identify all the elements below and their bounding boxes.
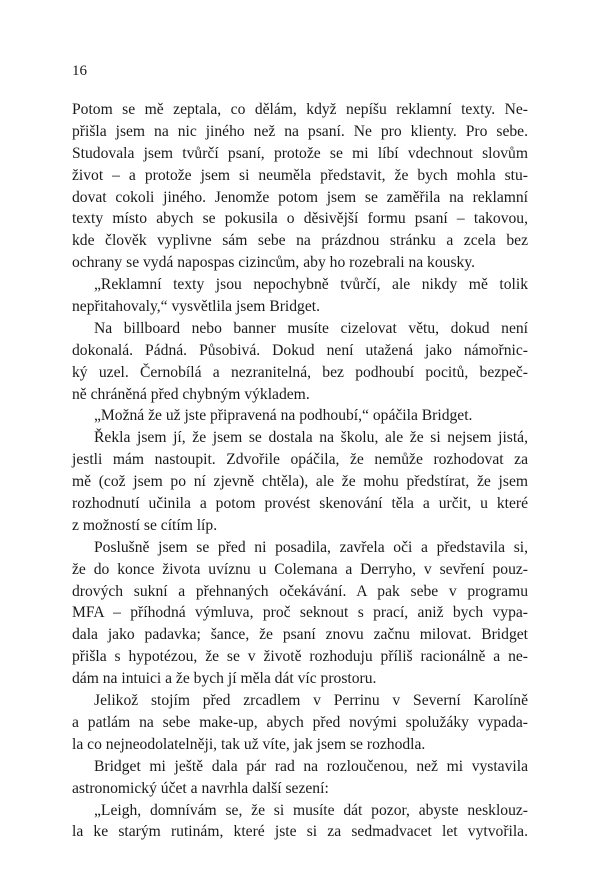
text-line: ně chráněná před chybným výkladem. <box>72 385 310 403</box>
page-number: 16 <box>72 63 87 79</box>
text-line: nepřitahovaly,“ vysvětlila jsem Bridget. <box>72 298 320 316</box>
text-line: dám na intuici a že bych jí měla dát víc prostoru. <box>72 670 377 688</box>
text-line: Na billboard nebo banner musíte cizelovat větu, dokud není <box>94 319 528 337</box>
body-text <box>72 99 528 843</box>
text-line: drových sukní a přehnaných očekávání. A pak sebe v programu <box>72 582 528 600</box>
text-line: ochrany se vydá napospas cizincům, aby ho rozebrali na kousky. <box>72 254 476 272</box>
text-line: z možností se cítím líp. <box>72 516 218 534</box>
text-line: „Možná že už jste připravená na podhoubí,“ opáčila Bridget. <box>94 407 473 425</box>
text-line: dala jako padavka; šance, že psaní znovu začnu milovat. Bridget <box>72 626 528 644</box>
text-line: Studovala jsem tvůrčí psaní, protože se mi líbí vdechnout slovům <box>72 144 528 162</box>
text-line: přišla jsem na nic jiného než na psaní. Ne pro klienty. Pro sebe. <box>72 122 528 140</box>
text-line: MFA – příhodná výmluva, proč seknout s prací, aniž bych vypa- <box>72 604 528 622</box>
text-line: ký uzel. Černobílá a nezranitelná, bez podhoubí pocitů, bezpeč- <box>72 363 528 381</box>
text-line: texty místo abych se pokusila o děsivější formu psaní – takovou, <box>72 210 528 228</box>
text-line: la co nejneodolatelněji, tak už víte, jak jsem se rozhodla. <box>72 735 426 753</box>
text-line: život – a protože jsem si neuměla představit, že bych mohla stu- <box>72 166 528 184</box>
text-line: Poslušně jsem se před ni posadila, zavřela oči a představila si, <box>94 538 528 556</box>
text-line: Potom se mě zeptala, co dělám, když nepíšu reklamní texty. Ne- <box>72 101 528 118</box>
text-line: la ke starým rutinám, které jste si za sedmadvacet let vytvořila. <box>72 823 528 841</box>
text-line: dovat cokoli jiného. Jenomže potom jsem se zaměřila na reklamní <box>72 188 528 206</box>
text-line: jestli mám nastoupit. Zdvořile opáčila, že nemůže rozhodovat za <box>72 451 528 469</box>
text-line: Jelikož stojím před zrcadlem v Perrinu v Severní Karolíně <box>94 692 528 710</box>
text-line: přišla s hypotézou, že se v životě rozhoduju příliš racionálně a ne- <box>72 648 528 666</box>
text-line: že do konce života uvíznu u Colemana a Derryho, v sevření pouz- <box>72 560 528 578</box>
text-line: dokonalá. Pádná. Působivá. Dokud není utažená jako námořnic- <box>72 341 528 359</box>
text-line: „Leigh, domnívám se, že si musíte dát pozor, abyste nesklouz- <box>94 801 528 819</box>
text-line: a patlám na sebe make-up, abych před novými spolužáky vypada- <box>72 713 528 731</box>
text-line: mě (což jsem po ní zjevně chtěla), ale že mohu předstírat, že jsem <box>72 473 528 491</box>
text-line: Bridget mi ještě dala pár rad na rozloučenou, než mi vystavila <box>94 757 528 775</box>
text-line: rozhodnutí učinila a potom provést skenování těla a určit, u které <box>72 495 528 513</box>
text-line: astronomický účet a navrhla další sezení: <box>72 779 329 797</box>
text-line: kde člověk vyplivne sám sebe na prázdnou stránku a zcela bez <box>72 232 528 250</box>
text-line: Řekla jsem jí, že jsem se dostala na školu, ale že si nejsem jistá, <box>94 429 528 447</box>
text-line: „Reklamní texty jsou nepochybně tvůrčí, ale nikdy mě tolik <box>94 276 528 294</box>
